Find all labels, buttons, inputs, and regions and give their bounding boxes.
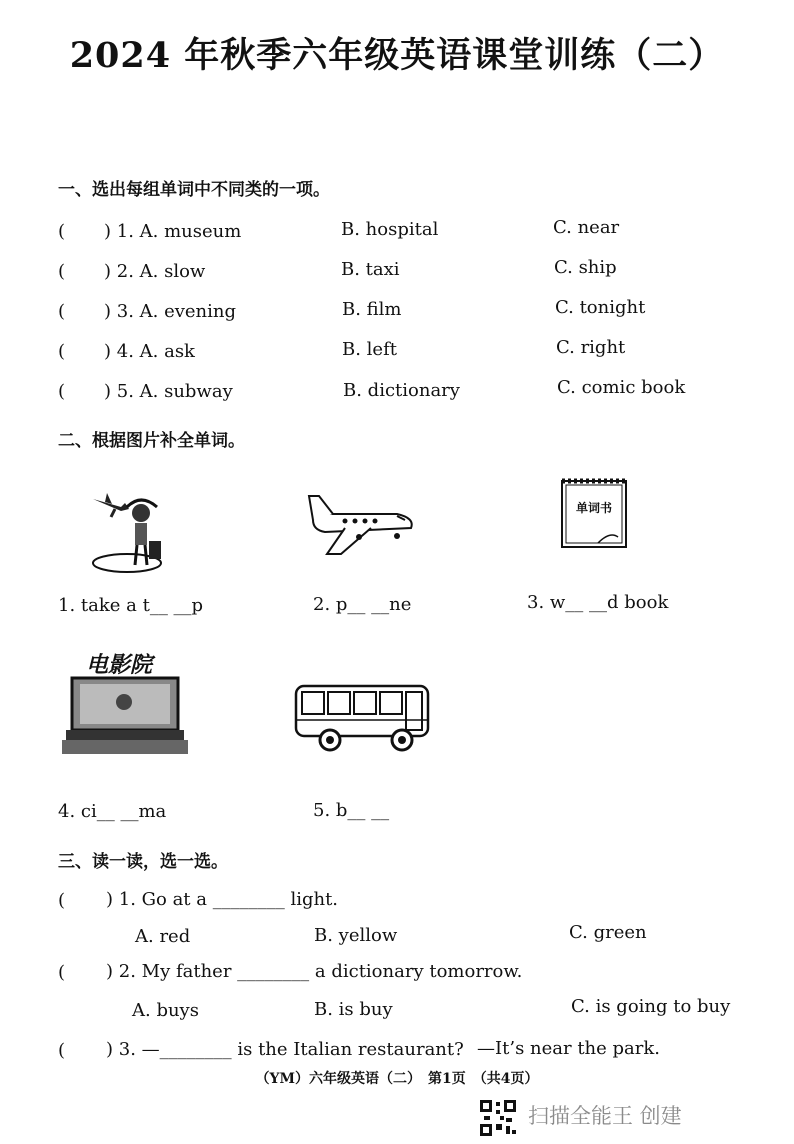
answer-paren[interactable]: ( <box>58 221 66 242</box>
cinema-sign: 电影院 <box>86 653 153 678</box>
option-c: C. is going to buy <box>571 996 731 1017</box>
answer-paren[interactable]: ( <box>58 962 66 983</box>
question-stem: ) 3. —________ is the Italian restaurant? <box>106 1039 464 1060</box>
qr-code-icon <box>478 1098 518 1138</box>
plane-picture <box>305 490 420 560</box>
bus-picture <box>290 680 435 756</box>
cinema-picture <box>60 648 190 760</box>
question-stem: ) 3. A. evening <box>104 301 237 322</box>
word-book-picture <box>558 475 630 551</box>
picture-item-2: 2. p__ __ne <box>313 594 412 615</box>
option-a: A. red <box>135 926 191 947</box>
picture-item-4: 4. ci__ __ma <box>58 801 167 822</box>
answer-paren[interactable]: ( <box>58 890 66 911</box>
option-b: B. yellow <box>314 925 398 946</box>
question-stem: ) 2. My father ________ a dictionary tomorrow. <box>106 961 523 982</box>
answer-paren[interactable]: ( <box>58 261 66 282</box>
answer-paren[interactable]: ( <box>58 341 66 362</box>
option-b: B. hospital <box>341 219 439 240</box>
question-stem: ) 4. A. ask <box>104 341 195 362</box>
question-stem: ) 2. A. slow <box>104 261 206 282</box>
question-stem: ) 5. A. subway <box>104 381 233 402</box>
option-b: B. dictionary <box>343 380 460 401</box>
option-c: C. near <box>553 217 620 238</box>
question-stem: ) 1. Go at a ________ light. <box>106 889 339 910</box>
option-b: B. film <box>342 299 402 320</box>
answer-paren[interactable]: ( <box>58 1040 66 1061</box>
option-c: C. green <box>569 922 647 943</box>
section3-heading: 三、读一读，选一选。 <box>58 852 228 872</box>
picture-item-1: 1. take a t__ __p <box>58 595 204 616</box>
option-b: B. taxi <box>341 259 400 280</box>
question-stem: ) 1. A. museum <box>104 221 242 242</box>
picture-item-5: 5. b__ __ <box>313 800 390 821</box>
option-c: C. right <box>556 337 626 358</box>
answer-paren[interactable]: ( <box>58 301 66 322</box>
trip-picture <box>85 485 175 575</box>
page-footer: （YM）六年级英语（二） 第1页 （共4页） <box>255 1071 539 1087</box>
option-b: B. left <box>342 339 397 360</box>
cinema-building-icon <box>60 648 190 760</box>
picture-item-3: 3. w__ __d book <box>527 592 669 613</box>
option-c: C. comic book <box>557 377 686 398</box>
word-book-label: 单词书 <box>575 501 612 515</box>
section1-heading: 一、选出每组单词中不同类的一项。 <box>58 180 330 200</box>
option-b: B. is buy <box>314 999 393 1020</box>
answer-paren[interactable]: ( <box>58 381 66 402</box>
page-title: 2024 年秋季六年级英语课堂训练（二） <box>69 35 725 76</box>
watermark: 扫描全能王 创建 <box>528 1104 682 1128</box>
option-c: C. ship <box>554 257 617 278</box>
section2-heading: 二、根据图片补全单词。 <box>58 431 245 451</box>
option-a: A. buys <box>132 1000 199 1021</box>
question-answer: —It’s near the park. <box>477 1038 661 1059</box>
option-c: C. tonight <box>555 297 646 318</box>
